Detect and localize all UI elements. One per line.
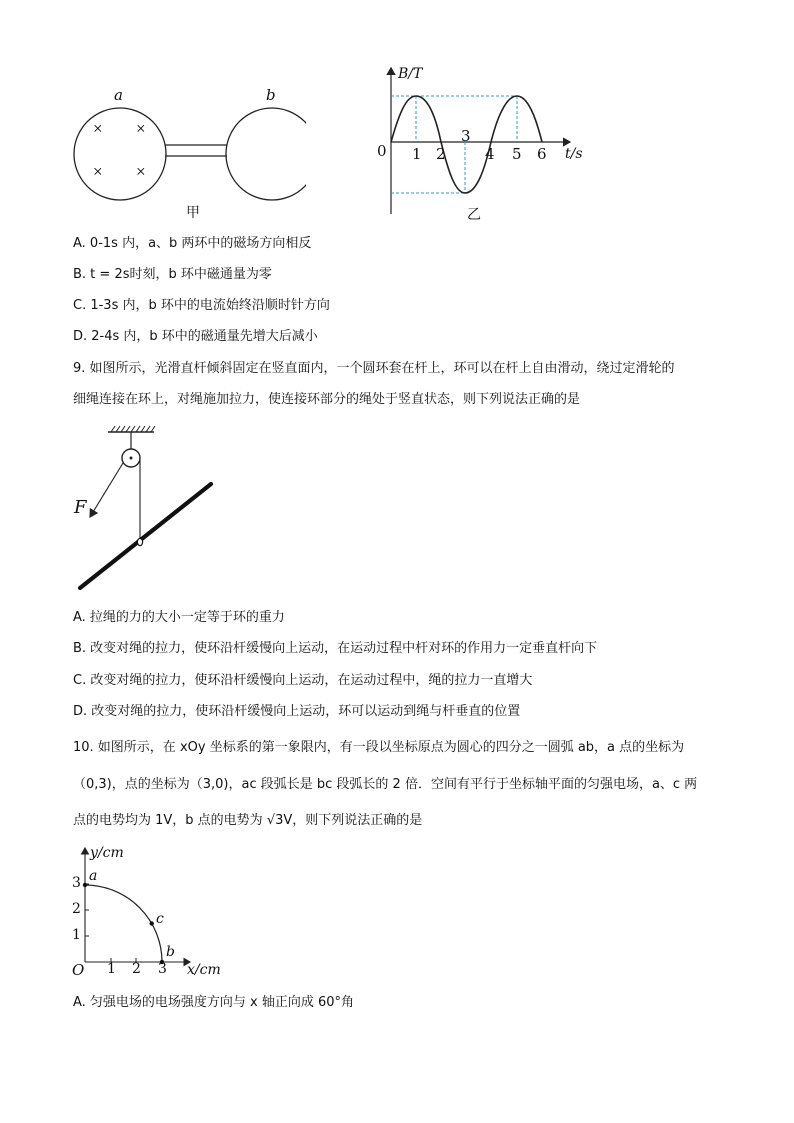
origin-label: 0: [377, 142, 387, 160]
figure-yi: [370, 62, 590, 222]
label-point-b: b: [166, 944, 175, 960]
tick-3: 3: [461, 127, 471, 145]
tick-1: 1: [412, 145, 422, 163]
label-point-c: c: [156, 911, 164, 927]
y-tick-1: 1: [72, 927, 81, 943]
q10-option-a: A. 匀强电场的电场强度方向与 x 轴正向成 60°角: [73, 995, 355, 1010]
ring-a: [74, 108, 166, 200]
figure-quarter-arc: [62, 842, 232, 982]
x-axis-label: x/cm: [187, 962, 221, 978]
field-cross: ×: [93, 119, 103, 138]
inclined-rod: [80, 484, 211, 588]
label-point-a: a: [89, 868, 98, 884]
tick-5: 5: [512, 145, 522, 163]
x-tick-3: 3: [158, 961, 167, 977]
x-tick-2: 2: [132, 961, 141, 977]
q8-option-a: A. 0-1s 内，a、b 两环中的磁场方向相反: [73, 236, 312, 251]
q9-option-c: C. 改变对绳的拉力，使环沿杆缓慢向上运动，在运动过程中，绳的拉力一直增大: [73, 673, 533, 688]
field-cross: ×: [136, 162, 146, 181]
q9-stem-line1: 9. 如图所示，光滑直杆倾斜固定在竖直面内，一个圆环套在杆上，环可以在杆上自由滑动，绕过定滑轮的: [73, 361, 675, 376]
figure-pulley-rod: [70, 420, 220, 595]
y-axis-label: y/cm: [90, 845, 124, 861]
label-ring-b: b: [266, 86, 276, 104]
x-tick-1: 1: [107, 961, 116, 977]
pulley-axle: [130, 457, 133, 460]
origin-o: O: [72, 961, 85, 979]
caption-jia: 甲: [186, 205, 200, 221]
force-label-f: F: [74, 497, 87, 518]
caption-yi: 乙: [467, 207, 481, 223]
q9-option-d: D. 改变对绳的拉力，使环沿杆缓慢向上运动，环可以运动到绳与杆垂直的位置: [73, 704, 521, 719]
b-axis-label: B/T: [398, 66, 423, 82]
ring: [137, 538, 142, 545]
field-cross: ×: [93, 162, 103, 181]
q8-option-c: C. 1-3s 内，b 环中的电流始终沿顺时针方向: [73, 298, 330, 313]
tick-6: 6: [537, 145, 547, 163]
label-ring-a: a: [114, 86, 123, 104]
y-tick-2: 2: [72, 901, 81, 917]
q9-option-b: B. 改变对绳的拉力，使环沿杆缓慢向上运动，在运动过程中杆对环的作用力一定垂直杆向下: [73, 641, 598, 656]
rope-pull: [90, 463, 123, 517]
tick-2: 2: [436, 145, 446, 163]
field-cross: ×: [136, 119, 146, 138]
t-axis-label: t/s: [565, 146, 583, 162]
point-a: [83, 883, 87, 887]
q9-stem-line2: 细绳连接在环上，对绳施加拉力，使连接环部分的绳处于竖直状态，则下列说法正确的是: [73, 392, 581, 407]
q10-stem-line1: 10. 如图所示，在 xOy 坐标系的第一象限内，有一段以坐标原点为圆心的四分之一圆弧 ab，a 点的坐标为: [73, 740, 685, 755]
q8-option-b: B. t = 2s时刻，b 环中磁通量为零: [73, 267, 272, 282]
q8-option-d: D. 2-4s 内，b 环中的磁通量先增大后减小: [73, 329, 318, 344]
point-c: [150, 921, 154, 925]
tick-4: 4: [485, 145, 495, 163]
q10-stem-line2: （0,3)，点的坐标为（3,0)，ac 段弧长是 bc 段弧长的 2 倍．空间有平行于坐标轴平面的匀强电场，a、c 两: [73, 777, 698, 792]
q10-stem-line3: 点的电势均为 1V，b 点的电势为 √3V，则下列说法正确的是: [73, 813, 423, 828]
y-tick-3: 3: [72, 875, 81, 891]
ring-b: [226, 108, 306, 200]
q9-option-a: A. 拉绳的力的大小一定等于环的重力: [73, 610, 285, 625]
